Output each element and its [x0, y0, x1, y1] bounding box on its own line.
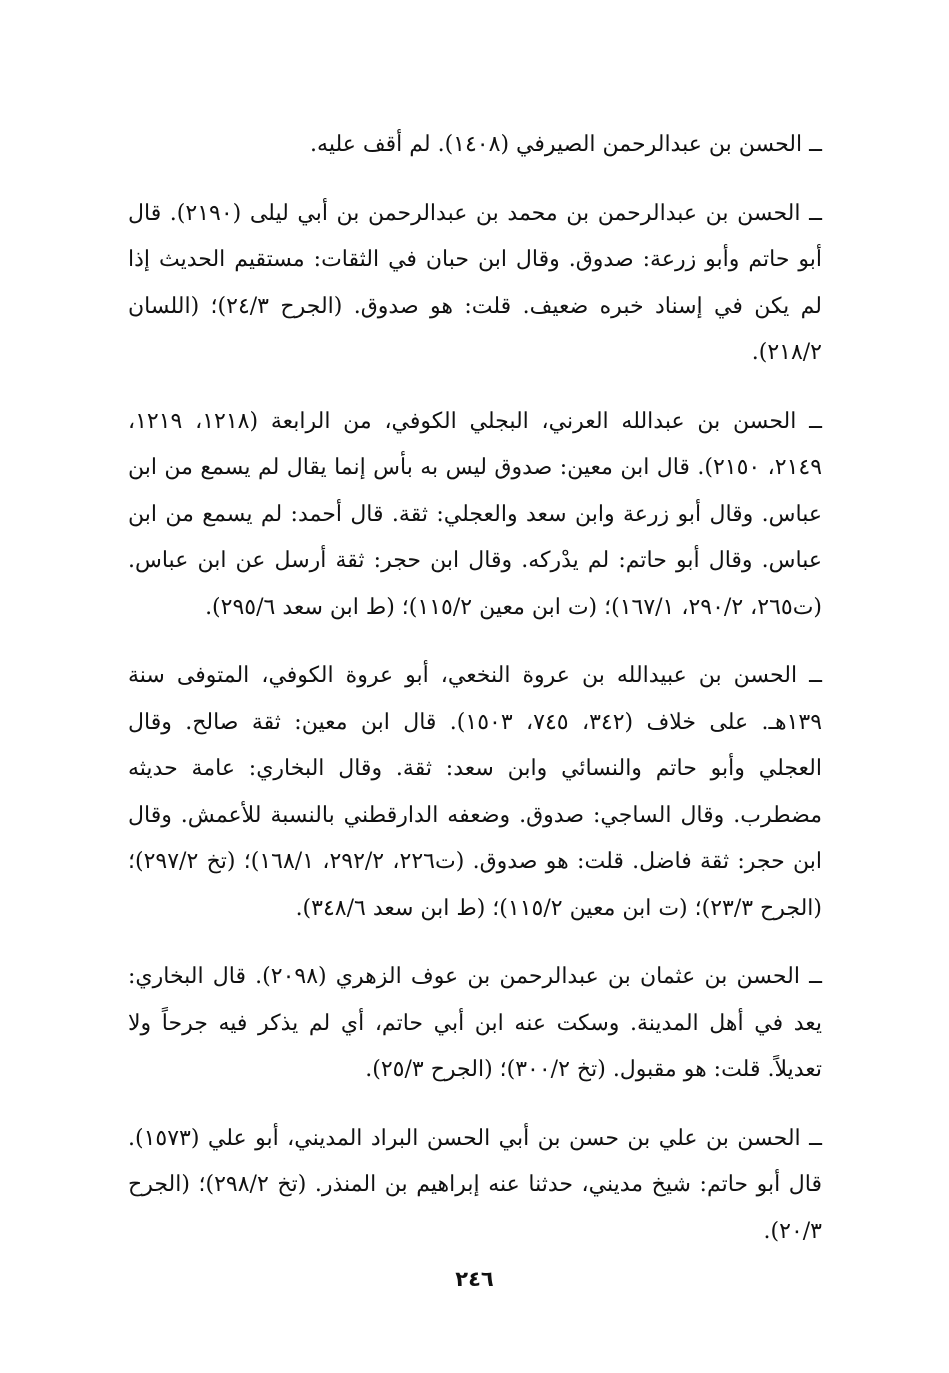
narrator-entry-al-hasan-ibn-abi-layla: ــ الحسن بن عبدالرحمن بن محمد بن عبدالرحمن بن أبي ليلى (٢١٩٠). قال أبو حاتم وأبو زرعة: صدوق. وقال ابن حبان في الثقات: مستقيم الحديث إذا لم يكن في إسناد خبره ضعيف. قلت: هو صدوق. (الجرح ٢٤/٣)؛ (اللسان ٢١٨/٢).	[128, 200, 822, 365]
page-body	[128, 122, 822, 1255]
narrator-entry-al-hasan-al-zuhri: ــ الحسن بن عثمان بن عبدالرحمن بن عوف الزهري (٢٠٩٨). قال البخاري: يعد في أهل المدينة. وسكت عنه ابن أبي حاتم، أي لم يذكر فيه جرحاً ولا تعديلاً. قلت: هو مقبول. (تخ ٣٠٠/٢)؛ (الجرح ٢٥/٣).	[128, 964, 822, 1082]
narrator-entry-al-hasan-al-barrad: ــ الحسن بن علي بن حسن بن أبي الحسن البراد المديني، أبو علي (١٥٧٣). قال أبو حاتم: شيخ مديني، حدثنا عنه إبراهيم بن المنذر. (تخ ٢٩٨/٢)؛ (الجرح ٢٠/٣).	[128, 1125, 822, 1244]
page-number: ٢٤٦	[455, 1267, 494, 1291]
narrator-entry-al-hasan-al-urani: ــ الحسن بن عبدالله العرني، البجلي الكوفي، من الرابعة (١٢١٨، ١٢١٩، ٢١٤٩، ٢١٥٠). قال ابن معين: صدوق ليس به بأس إنما يقال لم يسمع من ابن عباس. وقال أبو زرعة وابن سعد والعجلي: ثقة. قال أحمد: لم يسمع من ابن عباس. وقال أبو حاتم: لم يدْركه. وقال ابن حجر: ثقة أرسل عن ابن عباس. (ت٢٦٥، ٢٩٠/٢، ١٦٧/١)؛ (ت ابن معين ١١٥/٢)؛ (ط ابن سعد ٢٩٥/٦).	[128, 408, 823, 620]
narrator-entry-al-hasan-al-nakhai: ــ الحسن بن عبيدالله بن عروة النخعي، أبو عروة الكوفي، المتوفى سنة ١٣٩هـ. على خلاف (٣٤٢، ٧٤٥، ١٥٠٣). قال ابن معين: ثقة صالح. وقال العجلي وأبو حاتم والنسائي وابن سعد: ثقة. وقال البخاري: عامة حديثه مضطرب. وقال الساجي: صدوق. وضعفه الدارقطني بالنسبة للأعمش. وقال ابن حجر: ثقة فاضل. قلت: هو صدوق. (ت٢٢٦، ٢٩٢/٢، ١٦٨/١)؛ (تخ ٢٩٧/٢)؛ (الجرح ٢٣/٣)؛ (ت ابن معين ١١٥/٢)؛ (ط ابن سعد ٣٤٨/٦).	[128, 663, 823, 921]
narrator-entry-al-hasan-al-sayrafi: ــ الحسن بن عبدالرحمن الصيرفي (١٤٠٨). لم أقف عليه.	[310, 132, 822, 157]
